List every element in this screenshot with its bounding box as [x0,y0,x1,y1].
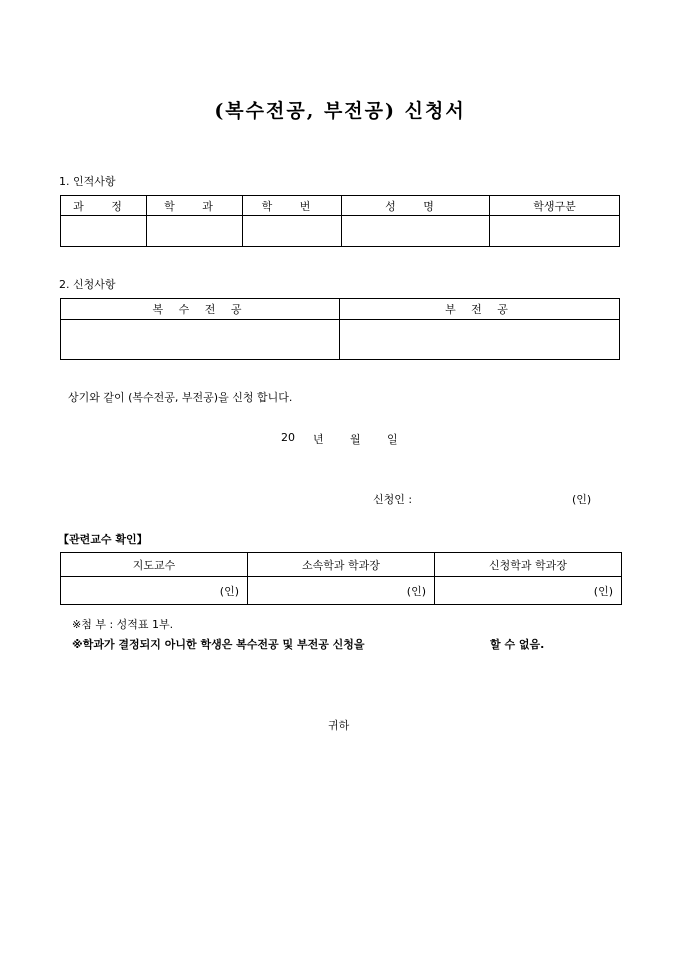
target-dept-chair-seal-cell[interactable]: (인) [435,577,622,605]
section2-heading: 2. 신청사항 [59,278,116,291]
double-major-cell[interactable] [61,320,340,360]
header-double-major: 복 수 전 공 [61,299,340,320]
minor-cell[interactable] [340,320,620,360]
application-table [60,298,620,360]
date-month-unit: 월 [350,433,361,446]
header-advisor: 지도교수 [61,553,248,577]
professor-header-row [61,553,622,577]
closing-text: 귀하 [328,719,350,732]
warning-note-tail: 할 수 없음. [490,638,545,651]
personal-info-table [60,195,620,247]
date-day-unit: 일 [387,433,398,446]
date-year: 20 [281,431,295,444]
header-student-type: 학생구분 [490,196,620,216]
header-name: 성 명 [342,196,490,216]
personal-info-header-row [61,196,620,216]
home-dept-chair-seal-cell[interactable]: (인) [248,577,435,605]
department-cell[interactable] [147,216,243,247]
applicant-seal: (인) [572,493,592,506]
advisor-seal-cell[interactable]: (인) [61,577,248,605]
professor-confirmation-table [60,552,622,605]
header-course: 과 정 [61,196,147,216]
application-header-row [61,299,620,320]
header-home-dept-chair: 소속학과 학과장 [248,553,435,577]
header-target-dept-chair: 신청학과 학과장 [435,553,622,577]
header-minor: 부 전 공 [340,299,620,320]
name-cell[interactable] [342,216,490,247]
attachment-note: ※첨 부 : 성적표 1부. [72,618,174,631]
warning-note: ※학과가 결정되지 아니한 학생은 복수전공 및 부전공 신청을 [72,638,365,651]
form-title: (복수전공, 부전공) 신청서 [214,100,466,122]
applicant-label: 신청인 : [373,493,413,506]
professor-section-heading: 【관련교수 확인】 [58,533,148,546]
personal-info-input-row [61,216,620,247]
header-student-id: 학 번 [243,196,342,216]
statement-text: 상기와 같이 (복수전공, 부전공)을 신청 합니다. [68,391,293,404]
application-input-row [61,320,620,360]
header-department: 학 과 [147,196,243,216]
student-id-cell[interactable] [243,216,342,247]
professor-seal-row [61,577,622,605]
section1-heading: 1. 인적사항 [59,175,116,188]
student-type-cell[interactable] [490,216,620,247]
date-year-unit: 년 [313,433,324,446]
course-cell[interactable] [61,216,147,247]
